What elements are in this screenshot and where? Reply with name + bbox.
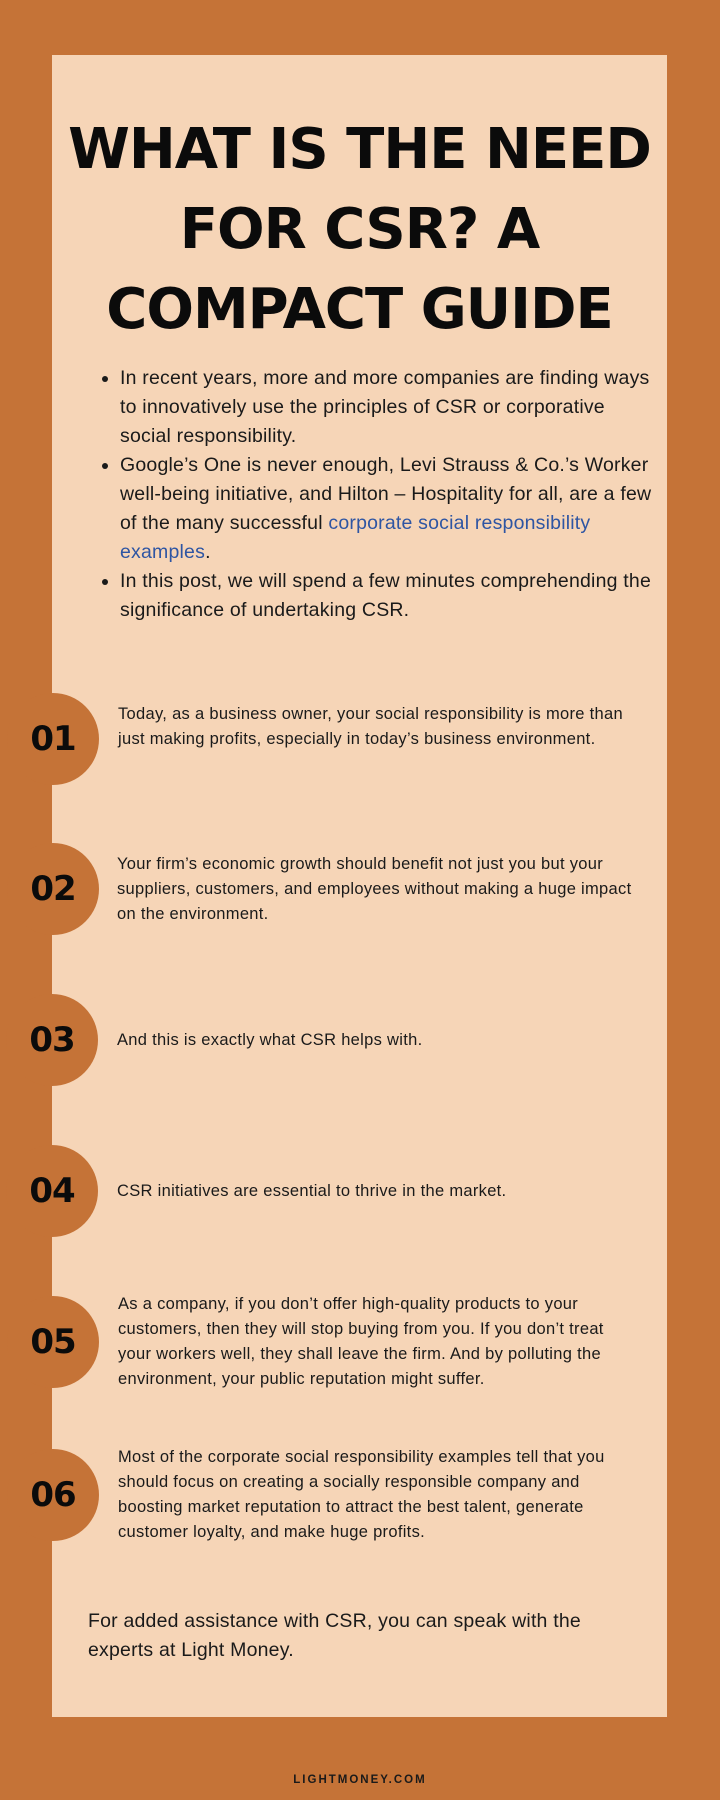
footer-website: LIGHTMONEY.COM xyxy=(293,1774,427,1786)
item-text: Your firm’s economic growth should benefit not just you but your suppliers, customers, and employees without making a huge impact on the environment. xyxy=(117,855,632,923)
item-text: CSR initiatives are essential to thrive in the market. xyxy=(117,1182,507,1200)
page-title: WHAT IS THE NEED FOR CSR? A COMPACT GUIDE xyxy=(68,117,651,342)
item-text: And this is exactly what CSR helps with. xyxy=(117,1031,423,1049)
item-text: Most of the corporate social responsibility examples tell that you should focus on creating a socially responsible company and boosting market reputation to attract the best talent, generate customer loyalty, and make huge profits. xyxy=(118,1448,605,1541)
csr-examples-link[interactable]: corporate social responsibility examples xyxy=(120,512,591,563)
item-text: Today, as a business owner, your social responsibility is more than just making profits, especially in today’s business environment. xyxy=(118,705,623,748)
item-number-badge: 03 xyxy=(6,994,98,1086)
item-number-badge: 02 xyxy=(7,843,99,935)
item-number-badge: 01 xyxy=(7,693,99,785)
item-number-badge: 05 xyxy=(7,1296,99,1388)
intro-bullet: • In this post, we will spend a few minutes comprehending the significance of undertaking CSR. xyxy=(120,567,660,625)
item-text: As a company, if you don’t offer high-quality products to your customers, then they will stop buying from you. If you don’t treat your workers well, they shall leave the firm. And by polluting the environment, your public reputation might suffer. xyxy=(118,1295,604,1388)
item-number-badge: 06 xyxy=(7,1449,99,1541)
intro-bullet-text: Google’s One is never enough, Levi Strauss & Co.’s Worker well-being initiative, and Hilton – Hospitality for all, are a few of the many successful xyxy=(120,454,652,534)
intro-list xyxy=(98,364,660,625)
intro-bullet xyxy=(120,451,660,567)
intro-bullet-end: . xyxy=(205,541,211,563)
item-number-badge: 04 xyxy=(6,1145,98,1237)
closing-text: For added assistance with CSR, you can speak with the experts at Light Money. xyxy=(88,1610,581,1661)
intro-bullet: • In recent years, more and more companies are finding ways to innovatively use the principles of CSR or corporative social responsibility. xyxy=(120,364,660,451)
